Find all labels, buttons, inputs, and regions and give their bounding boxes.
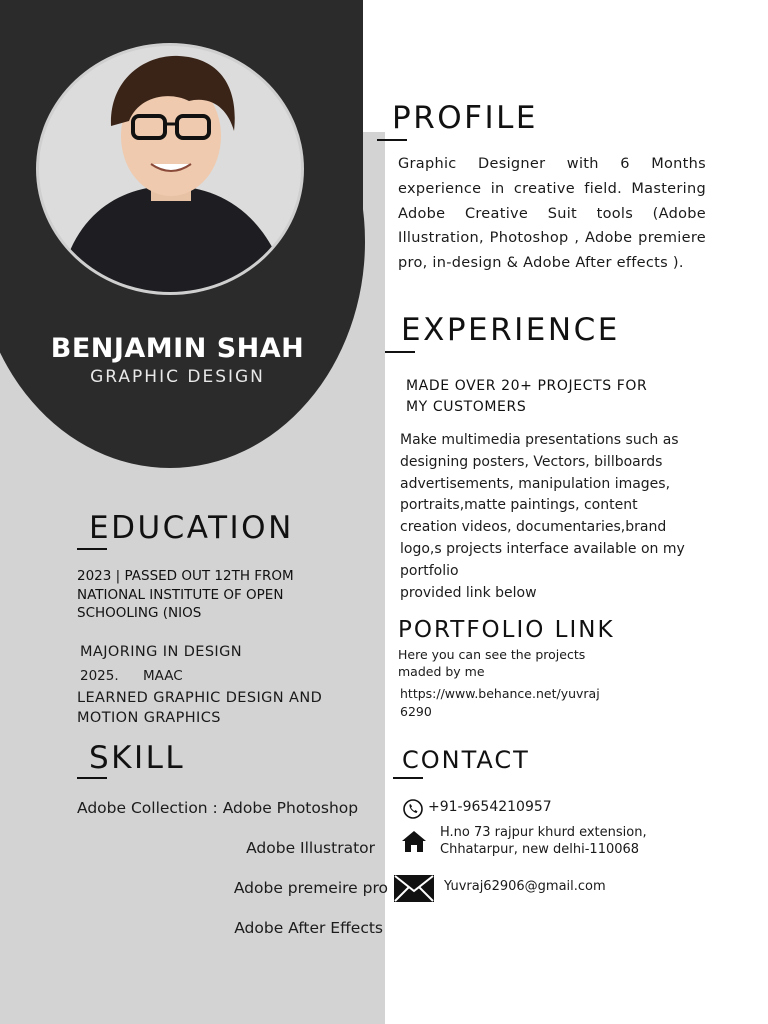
experience-highlight-line: MADE OVER 20+ PROJECTS FOR [406,378,648,394]
experience-line: creation videos, documentaries,brand [400,519,667,536]
portfolio-description [398,646,585,680]
experience-line: designing posters, Vectors, billboards [400,453,663,470]
portfolio-link[interactable] [400,685,600,721]
profile-heading: PROFILE [392,100,538,136]
education-line: 2023 | PASSED OUT 12TH FROM [77,568,294,584]
skill-heading: SKILL [89,740,186,776]
experience-line: portraits,matte paintings, content [400,497,638,514]
experience-line: advertisements, manipulation images, [400,475,671,492]
portfolio-description-line: Here you can see the projects [398,647,586,662]
experience-description [400,430,685,604]
contact-heading: CONTACT [402,746,530,774]
experience-line: portfolio [400,562,459,579]
corner-divider [363,0,385,132]
skill-item: Adobe After Effects [234,919,383,937]
person-portrait-icon [39,46,301,292]
person-role: GRAPHIC DESIGN [90,367,265,387]
home-icon [401,829,427,853]
experience-line: provided link below [400,584,537,601]
experience-line: Make multimedia presentations such as [400,432,679,448]
portfolio-heading: PORTFOLIO LINK [398,617,615,643]
contact-address-line: H.no 73 rajpur khurd extension, [440,825,647,840]
person-name: BENJAMIN SHAH [50,333,305,364]
profile-heading-underline [377,139,407,141]
education-institute: MAAC [143,668,183,684]
education-entry-nios [77,567,294,623]
education-line: NATIONAL INSTITUTE OF OPEN [77,586,284,603]
education-learned-line: MOTION GRAPHICS [77,710,221,726]
portfolio-description-line: maded by me [398,664,485,679]
education-line: SCHOOLING (NIOS [77,605,202,621]
skill-heading-underline [77,777,107,779]
experience-heading-underline [385,351,415,353]
education-majoring: MAJORING IN DESIGN [80,644,242,660]
experience-highlight-line: MY CUSTOMERS [406,399,527,415]
contact-email[interactable]: Yuvraj62906@gmail.com [444,879,606,894]
portfolio-url-line[interactable]: https://www.behance.net/yuvraj [400,686,600,701]
portfolio-url-line[interactable]: 6290 [400,704,432,719]
contact-heading-underline [393,777,423,779]
education-heading: EDUCATION [89,510,294,546]
education-year: 2025. [80,668,119,684]
phone-icon [403,799,423,819]
skill-item: Adobe premeire pro [233,879,388,897]
mail-icon [394,875,434,902]
skill-item: Adobe Illustrator [246,839,375,857]
education-heading-underline [77,548,107,550]
experience-heading: EXPERIENCE [401,312,620,348]
skill-item: Adobe Collection : Adobe Photoshop [77,799,359,817]
experience-line: logo,s projects interface available on my [400,540,685,557]
contact-address-line: Chhatarpur, new delhi-110068 [440,842,640,857]
contact-address [440,824,647,858]
education-learned [77,688,322,728]
contact-phone[interactable]: +91-9654210957 [428,799,552,815]
experience-highlight [406,376,647,418]
profile-photo [39,46,301,292]
education-learned-line: LEARNED GRAPHIC DESIGN AND [77,690,323,706]
profile-text: Graphic Designer with 6 Months experience in creative field. Mastering Adobe Creative Suit tools (Adobe Illustration, Photoshop , Adobe premiere pro, in-design & Adobe After effects ). [398,156,706,272]
